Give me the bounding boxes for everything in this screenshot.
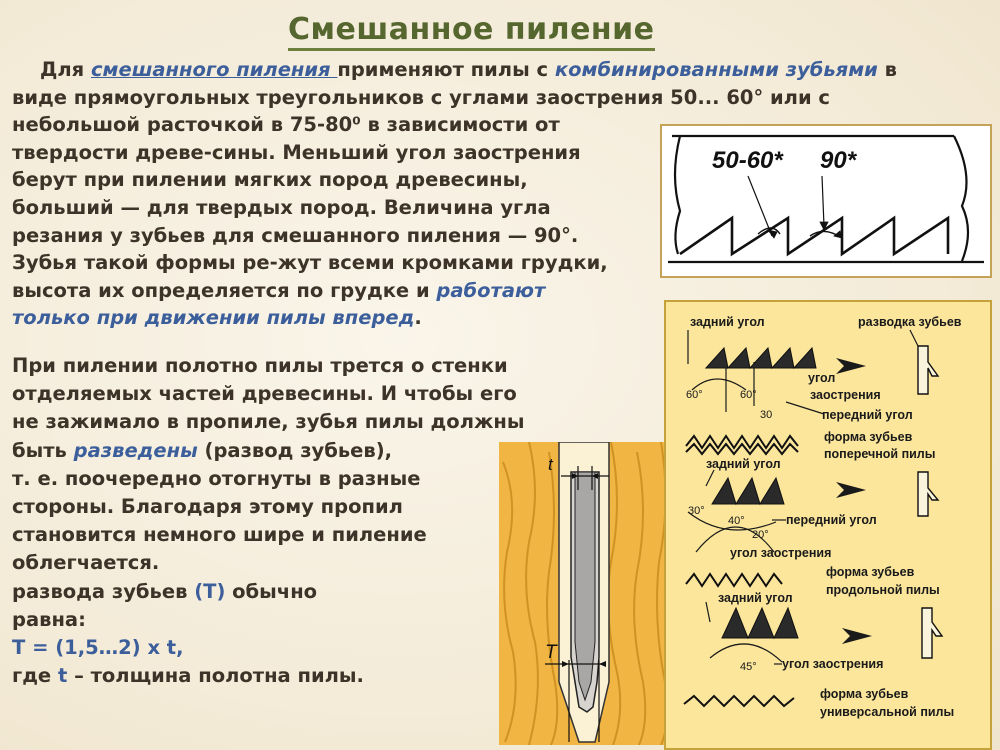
front-angle-label-2: передний угол — [786, 513, 877, 527]
text-line: виде прямоугольных треугольников с углами заострения 50... 60° или с — [12, 85, 830, 109]
mixed-teeth-figure — [660, 124, 992, 278]
formula: T = (1,5…2) x t, — [12, 636, 184, 660]
teeth-forms-figure — [664, 300, 992, 750]
blade-thickness-label: t — [548, 455, 553, 474]
kerf-figure — [499, 442, 675, 745]
text-fragment: . — [414, 306, 422, 330]
text-line: При пилении полотно пилы трется о стенки — [12, 354, 508, 377]
text-line: твердости древе-сины. Меньший угол заострения — [12, 140, 581, 164]
tooth-set-label: разводка зубьев — [858, 315, 962, 329]
text-line: не зажимало в пропиле, зубья пилы должны — [12, 410, 525, 434]
back-angle-label: задний угол — [690, 315, 765, 329]
angle-60-a: 60° — [686, 389, 703, 401]
term-set-teeth: разведены — [73, 438, 198, 462]
sharp-angle-label-b: заострения — [810, 388, 881, 402]
angle-45: 45° — [740, 661, 757, 673]
paragraph-tooth-set — [12, 352, 524, 690]
text-fragment: быть — [12, 438, 74, 462]
text-fragment: – толщина полотна пилы. — [67, 664, 364, 688]
back-angle-label-3: задний угол — [718, 591, 793, 605]
sharpening-angle-label: 50-60* — [712, 147, 783, 174]
angle-40: 40° — [728, 515, 745, 527]
back-angle-label-2: задний угол — [706, 457, 781, 471]
text-fragment: обычно — [225, 579, 318, 603]
text-fragment: в — [877, 58, 897, 81]
text-fragment: развода зубьев — [12, 579, 195, 603]
symbol-t: t — [57, 664, 68, 688]
sharp-angle-label-3: угол заострения — [782, 657, 884, 671]
term-work-forward: работают — [436, 278, 546, 302]
univ-form-label-b: универсальной пилы — [820, 705, 955, 719]
set-width-label: T — [545, 642, 557, 663]
term-mixed-sawing: смешанного пиления — [90, 58, 338, 81]
text-line: Зубья такой формы ре-жут всеми кромками грудки, — [12, 251, 608, 275]
text-line: берут при пилении мягких пород древесины, — [12, 168, 528, 192]
angle-30-b: 30° — [688, 505, 705, 517]
text-line: стороны. Благодаря этому пропил — [12, 495, 403, 519]
term-work-forward-cont: только при движении пилы вперед — [12, 306, 415, 330]
text-line: т. е. поочередно отогнуты в разные — [12, 466, 421, 490]
sharp-angle-label-a: угол — [808, 371, 836, 385]
univ-form-label-a: форма зубьев — [820, 687, 909, 701]
angle-30-a: 30 — [760, 409, 773, 421]
rip-form-label-a: форма зубьев — [826, 565, 915, 579]
rip-form-label-b: продольной пилы — [826, 583, 940, 597]
text-line: равна: — [12, 607, 86, 631]
text-line: небольшой расточкой в 75-80⁰ в зависимости от — [12, 113, 560, 137]
text-fragment: (развод зубьев), — [197, 438, 393, 462]
symbol-T: (T) — [194, 579, 226, 603]
text-fragment: Для — [40, 58, 91, 81]
cutting-angle-label: 90* — [820, 147, 857, 174]
text-fragment: применяют пилы с — [337, 58, 555, 81]
angle-60-b: 60° — [740, 389, 757, 401]
term-combined-teeth: комбинированными зубьями — [554, 58, 878, 81]
text-line: отделяемых частей древесины. И чтобы его — [12, 382, 517, 406]
text-line: облегчается. — [12, 551, 160, 575]
text-line: становится немного шире и пиление — [12, 523, 427, 547]
text-line: больший — для твердых пород. Величина угла — [12, 195, 551, 219]
text-fragment: где — [12, 664, 58, 688]
cross-form-label-b: поперечной пилы — [824, 447, 936, 461]
text-fragment: высота их определяется по грудке и — [12, 278, 437, 302]
front-angle-label: передний угол — [822, 408, 913, 422]
page-title: Смешанное пиление — [288, 12, 655, 51]
text-line: резания у зубьев для смешанного пиления — 90°. — [12, 223, 579, 247]
cross-form-label-a: форма зубьев — [824, 430, 913, 444]
angle-20: 20° — [752, 529, 769, 541]
sharp-angle-label-2: угол заострения — [730, 546, 832, 560]
